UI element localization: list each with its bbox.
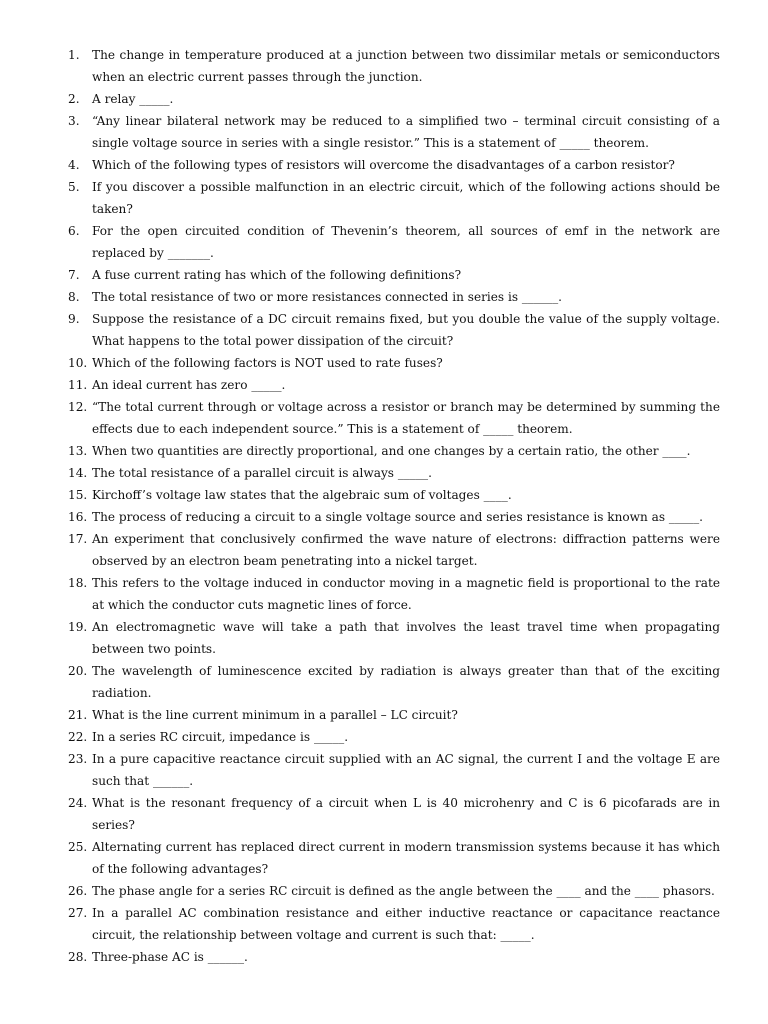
question-text: In a parallel AC combination resistance and either inductive reactance or capacitance reactance circuit, the relationship between voltage and current is such that: _____. [92, 906, 720, 942]
list-item [0, 88, 768, 110]
question-text: When two quantities are directly proportional, and one changes by a certain ratio, the other ____. [92, 444, 691, 458]
list-item [0, 374, 768, 396]
question-text: Suppose the resistance of a DC circuit remains fixed, but you double the value of the supply voltage. What happens to the total power dissipation of the circuit? [92, 312, 720, 348]
question-list [0, 44, 768, 968]
question-number: 8. [68, 290, 80, 304]
question-number: 5. [68, 180, 80, 194]
question-number: 17. [68, 532, 88, 546]
list-item [0, 748, 768, 792]
list-item [0, 616, 768, 660]
question-text: For the open circuited condition of Thevenin’s theorem, all sources of emf in the network are replaced by _______. [92, 224, 720, 260]
question-number: 11. [68, 378, 88, 392]
list-item [0, 726, 768, 748]
question-number: 14. [68, 466, 88, 480]
question-text: The wavelength of luminescence excited by radiation is always greater than that of the exciting radiation. [92, 664, 720, 700]
list-item [0, 506, 768, 528]
question-number: 6. [68, 224, 80, 238]
question-text: This refers to the voltage induced in conductor moving in a magnetic field is proportional to the rate at which the conductor cuts magnetic lines of force. [92, 576, 720, 612]
list-item [0, 572, 768, 616]
question-number: 4. [68, 158, 80, 172]
list-item [0, 880, 768, 902]
question-number: 28. [68, 950, 88, 964]
question-text: If you discover a possible malfunction in an electric circuit, which of the following actions should be taken? [92, 180, 720, 216]
list-item [0, 220, 768, 264]
list-item [0, 462, 768, 484]
list-item [0, 528, 768, 572]
list-item [0, 704, 768, 726]
question-number: 23. [68, 752, 88, 766]
question-number: 3. [68, 114, 80, 128]
list-item [0, 308, 768, 352]
question-number: 26. [68, 884, 88, 898]
question-text: The phase angle for a series RC circuit is defined as the angle between the ____ and the ____ phasors. [92, 884, 715, 898]
question-text: A fuse current rating has which of the following definitions? [92, 268, 462, 282]
list-item [0, 792, 768, 836]
list-item [0, 286, 768, 308]
question-text: The total resistance of a parallel circuit is always _____. [92, 466, 432, 480]
question-number: 16. [68, 510, 88, 524]
question-number: 19. [68, 620, 88, 634]
question-number: 13. [68, 444, 88, 458]
list-item [0, 836, 768, 880]
question-text: Alternating current has replaced direct current in modern transmission systems because it has which of the following advantages? [92, 840, 720, 876]
question-number: 18. [68, 576, 88, 590]
question-number: 10. [68, 356, 88, 370]
question-number: 22. [68, 730, 88, 744]
list-item [0, 44, 768, 88]
question-text: “The total current through or voltage across a resistor or branch may be determined by summing the effects due to each independent source.” This is a statement of _____ theorem. [92, 400, 720, 436]
question-text: Which of the following types of resistors will overcome the disadvantages of a carbon resistor? [92, 158, 675, 172]
question-number: 2. [68, 92, 80, 106]
question-text: In a series RC circuit, impedance is _____. [92, 730, 349, 744]
list-item [0, 660, 768, 704]
list-item [0, 902, 768, 946]
question-text: What is the resonant frequency of a circuit when L is 40 microhenry and C is 6 picofarads are in series? [92, 796, 720, 832]
question-number: 25. [68, 840, 88, 854]
question-number: 1. [68, 48, 80, 62]
list-item [0, 946, 768, 968]
list-item [0, 352, 768, 374]
question-number: 21. [68, 708, 88, 722]
question-number: 20. [68, 664, 88, 678]
question-text: Which of the following factors is NOT used to rate fuses? [92, 356, 443, 370]
question-number: 15. [68, 488, 88, 502]
list-item [0, 264, 768, 286]
list-item [0, 110, 768, 154]
question-text: A relay _____. [92, 92, 174, 106]
question-text: An ideal current has zero _____. [92, 378, 286, 392]
question-text: The total resistance of two or more resistances connected in series is ______. [92, 290, 562, 304]
question-text: Kirchoff’s voltage law states that the algebraic sum of voltages ____. [92, 488, 512, 502]
list-item [0, 154, 768, 176]
question-number: 24. [68, 796, 88, 810]
question-text: An experiment that conclusively confirmed the wave nature of electrons: diffraction patterns were observed by an electron beam penetrating into a nickel target. [92, 532, 720, 568]
list-item [0, 440, 768, 462]
question-number: 9. [68, 312, 80, 326]
question-number: 7. [68, 268, 80, 282]
list-item [0, 176, 768, 220]
question-text: The change in temperature produced at a junction between two dissimilar metals or semiconductors when an electric current passes through the junction. [92, 48, 720, 84]
question-number: 12. [68, 400, 88, 414]
question-text: The process of reducing a circuit to a single voltage source and series resistance is known as _____. [92, 510, 703, 524]
list-item [0, 396, 768, 440]
question-text: In a pure capacitive reactance circuit supplied with an AC signal, the current I and the voltage E are such that ______. [92, 752, 720, 788]
question-text: Three-phase AC is ______. [92, 950, 248, 964]
question-text: An electromagnetic wave will take a path that involves the least travel time when propagating between two points. [92, 620, 720, 656]
question-text: What is the line current minimum in a parallel – LC circuit? [92, 708, 458, 722]
question-number: 27. [68, 906, 88, 920]
question-text: “Any linear bilateral network may be reduced to a simplified two – terminal circuit consisting of a single voltage source in series with a single resistor.” This is a statement of _____ theorem. [92, 114, 720, 150]
list-item [0, 484, 768, 506]
